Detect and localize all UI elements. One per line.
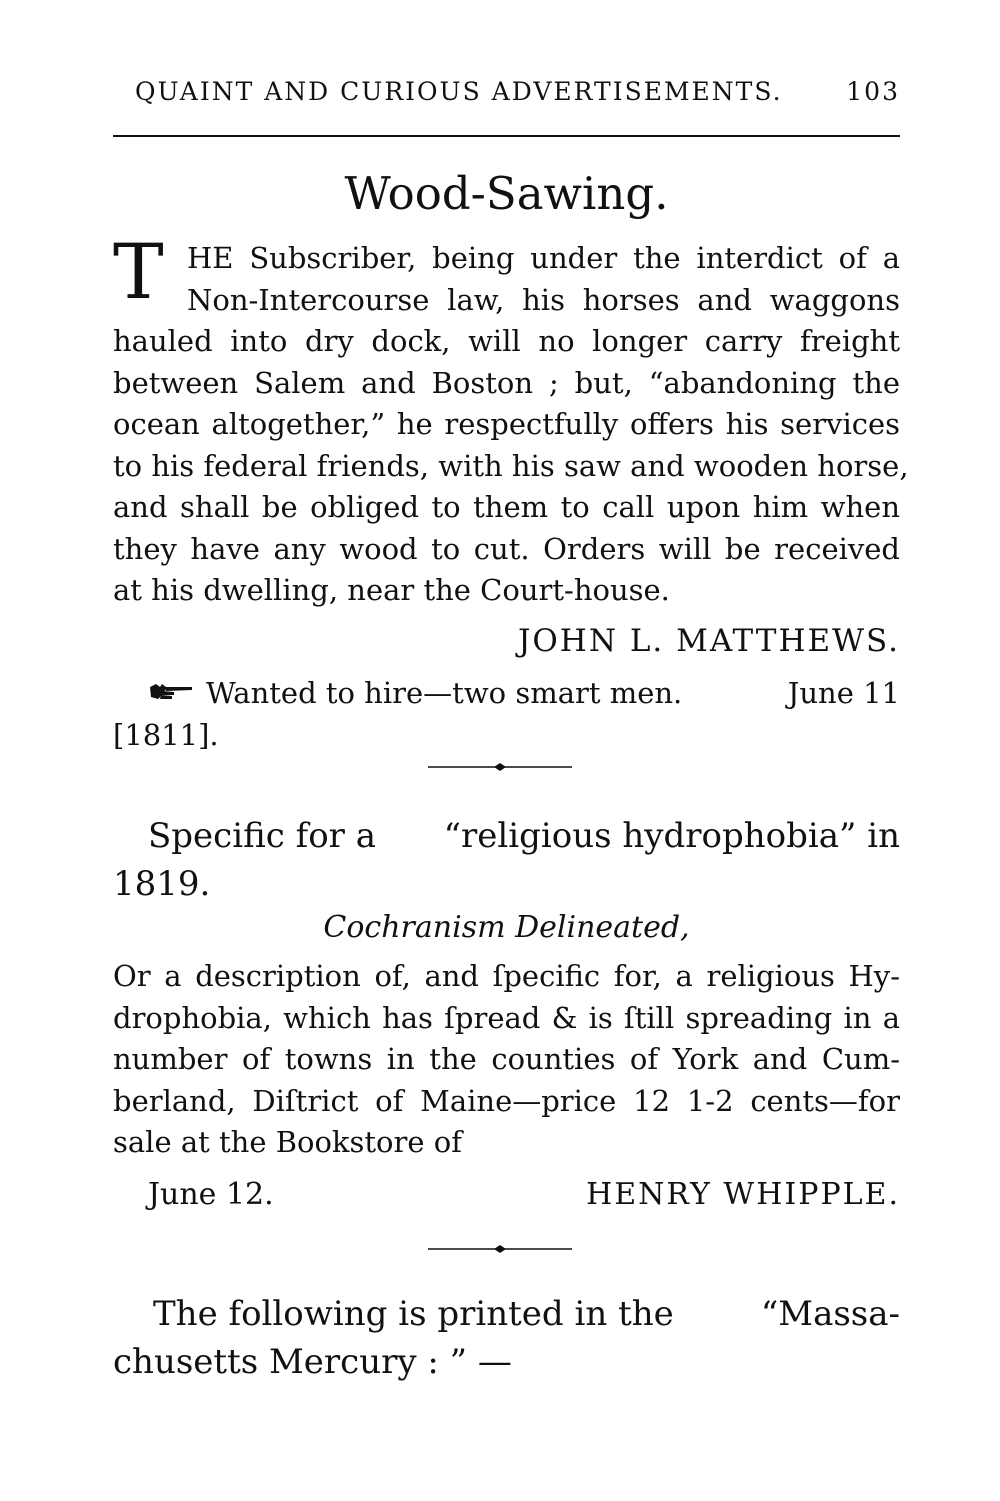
ad2-line: berland, Diſtrict of Maine—price 12 1-2 cents—for xyxy=(113,1083,900,1118)
ornament-divider xyxy=(428,760,572,774)
ad2-subtitle: Cochranism Delineated, xyxy=(323,910,690,945)
ad3-line2: chusetts Mercury : ” — xyxy=(113,1342,512,1382)
ad3-line1-b: “Massa- xyxy=(760,1294,900,1334)
header-rule xyxy=(113,135,900,137)
ad1-heading: Wood-Sawing. xyxy=(344,167,669,220)
ad1-line: they have any wood to cut. Orders will be received xyxy=(113,531,900,566)
ad1-line: and shall be obliged to them to call upon him when xyxy=(113,490,900,524)
ad3-line1-a: The following is printed in the xyxy=(153,1294,674,1334)
pointing-hand-icon xyxy=(148,672,194,714)
ad1-line: ocean altogether,” he respectfully offers his services xyxy=(113,407,900,441)
drop-cap: T xyxy=(113,227,164,316)
ad1-line: to his federal friends, with his saw and wooden horse, xyxy=(113,448,909,483)
ad1-line: at his dwelling, near the Court-house. xyxy=(113,573,670,607)
running-head-title: QUAINT AND CURIOUS ADVERTISEMENTS. xyxy=(135,77,783,106)
ad2-line: number of towns in the counties of York and Cum- xyxy=(113,1042,900,1076)
ad1-wanted-notice xyxy=(113,672,900,756)
ad3-intro xyxy=(113,1290,900,1386)
ad2-date: June 12. xyxy=(148,1177,274,1212)
ad1-line: between Salem and Boston ; but, “abandoning the xyxy=(113,365,900,400)
ad2-signature: HENRY WHIPPLE. xyxy=(586,1177,900,1212)
ad1-line: hauled into dry dock, will no longer carry freight xyxy=(113,324,900,358)
ad1-body xyxy=(113,227,909,612)
ad2-intro-a: Specific for a xyxy=(148,816,377,856)
ad1-line: HE Subscriber, being under the interdict of a xyxy=(187,241,900,275)
wanted-text: Wanted to hire—two smart men. xyxy=(206,676,683,710)
ad2-body xyxy=(113,956,900,1164)
ad2-intro-year: 1819. xyxy=(113,864,211,904)
ad1-line: Non-Intercourse law, his horses and waggons xyxy=(187,282,900,317)
wanted-year: [1811]. xyxy=(113,718,219,752)
ad2-line: sale at the Bookstore of xyxy=(113,1125,462,1159)
ad2-intro-b: “religious hydrophobia” in xyxy=(443,816,900,856)
ad2-intro xyxy=(113,812,900,908)
ad2-line: Or a description of, and ſpecific for, a religious Hy- xyxy=(113,959,900,993)
page-number: 103 xyxy=(846,77,900,106)
ad2-signature-row xyxy=(148,1174,900,1216)
ad1-signature: JOHN L. MATTHEWS. xyxy=(517,623,900,659)
ornament-divider xyxy=(428,1242,572,1256)
ad2-line: drophobia, which has ſpread & is ſtill spreading in a xyxy=(113,1000,900,1035)
wanted-date: June 11 xyxy=(787,676,900,710)
